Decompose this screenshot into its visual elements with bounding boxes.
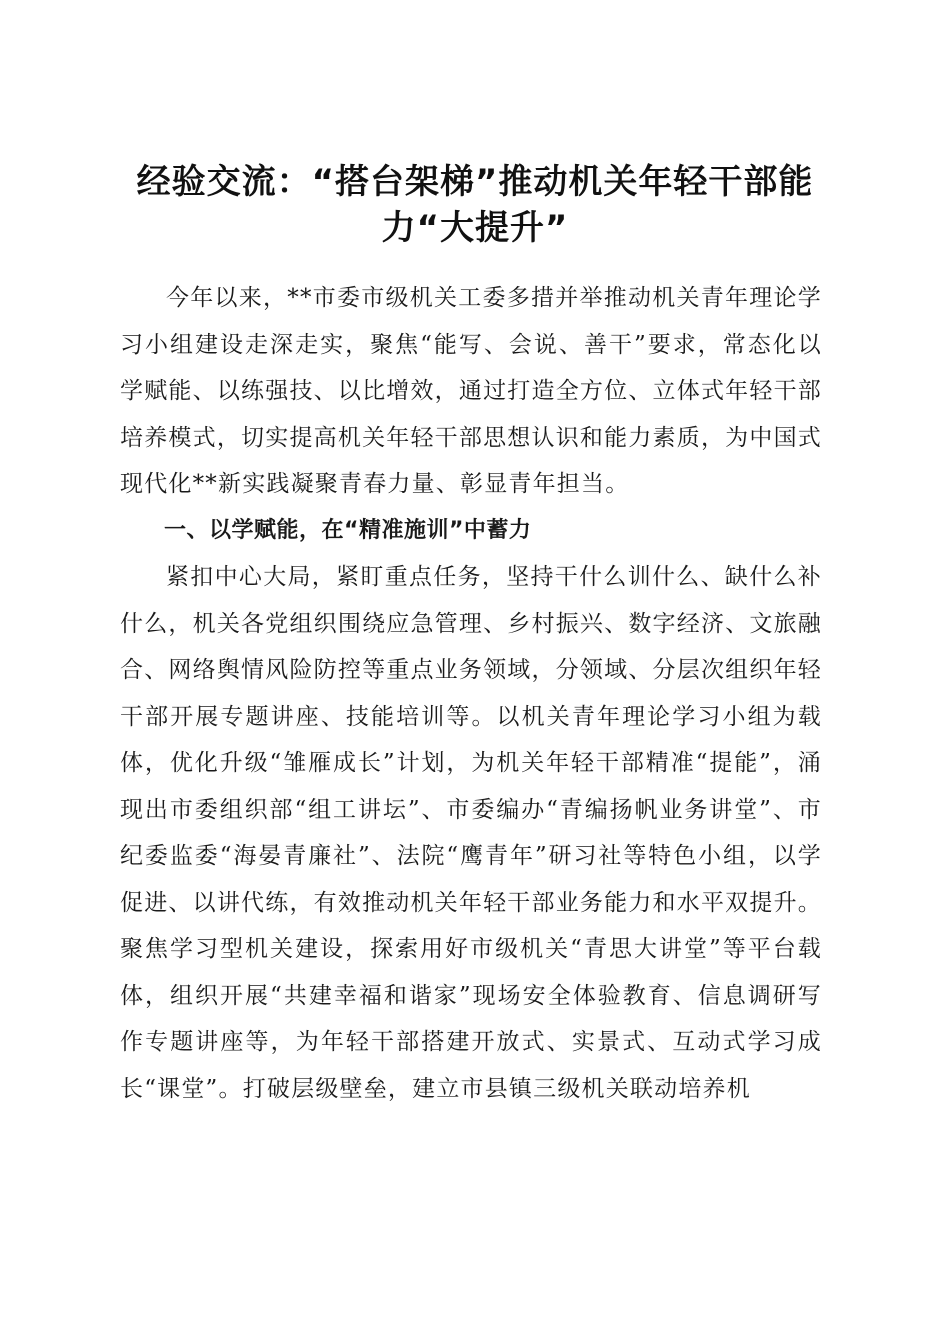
title-line-1: 经验交流：“搭台架梯”推动机关年轻干部能 (136, 161, 814, 202)
section-1-paragraph: 紧扣中心大局，紧盯重点任务，坚持干什么训什么、缺什么补什么，机关各党组织围绕应急管理、乡村振兴、数字经济、文旅融合、网络舆情风险防控等重点业务领域，分领域、分层次组织年轻干部开展专题讲座、技能培训等。以机关青年理论学习小组为载体，优化升级“雏雁成长”计划，为机关年轻干部精准“提能”，涌现出市委组织部“组工讲坛”、市委编办“青编扬帆业务讲堂”、市纪委监委“海晏青廉社”、法院“鹰青年”研习社等特色小组，以学促进、以讲代练，有效推动机关年轻干部业务能力和水平双提升。聚焦学习型机关建设，探索用好市级机关“青思大讲堂”等平台载体，组织开展“共建幸福和谐家”现场安全体验教育、信息调研写作专题讲座等，为年轻干部搭建开放式、实景式、互动式学习成长“课堂”。打破层级壁垒，建立市县镇三级机关联动培养机 (120, 564, 822, 1102)
section-1-heading: 一、以学赋能，在“精准施训”中蓄力 (164, 517, 532, 543)
document-body (120, 275, 822, 1112)
document-title (110, 159, 840, 251)
intro-paragraph: 今年以来，**市委市级机关工委多措并举推动机关青年理论学习小组建设走深走实，聚焦“能写、会说、善干”要求，常态化以学赋能、以练强技、以比增效，通过打造全方位、立体式年轻干部培养模式，切实提高机关年轻干部思想认识和能力素质，为中国式现代化**新实践凝聚青春力量、彰显青年担当。 (120, 285, 822, 497)
title-line-2: 力“大提升” (381, 207, 569, 248)
